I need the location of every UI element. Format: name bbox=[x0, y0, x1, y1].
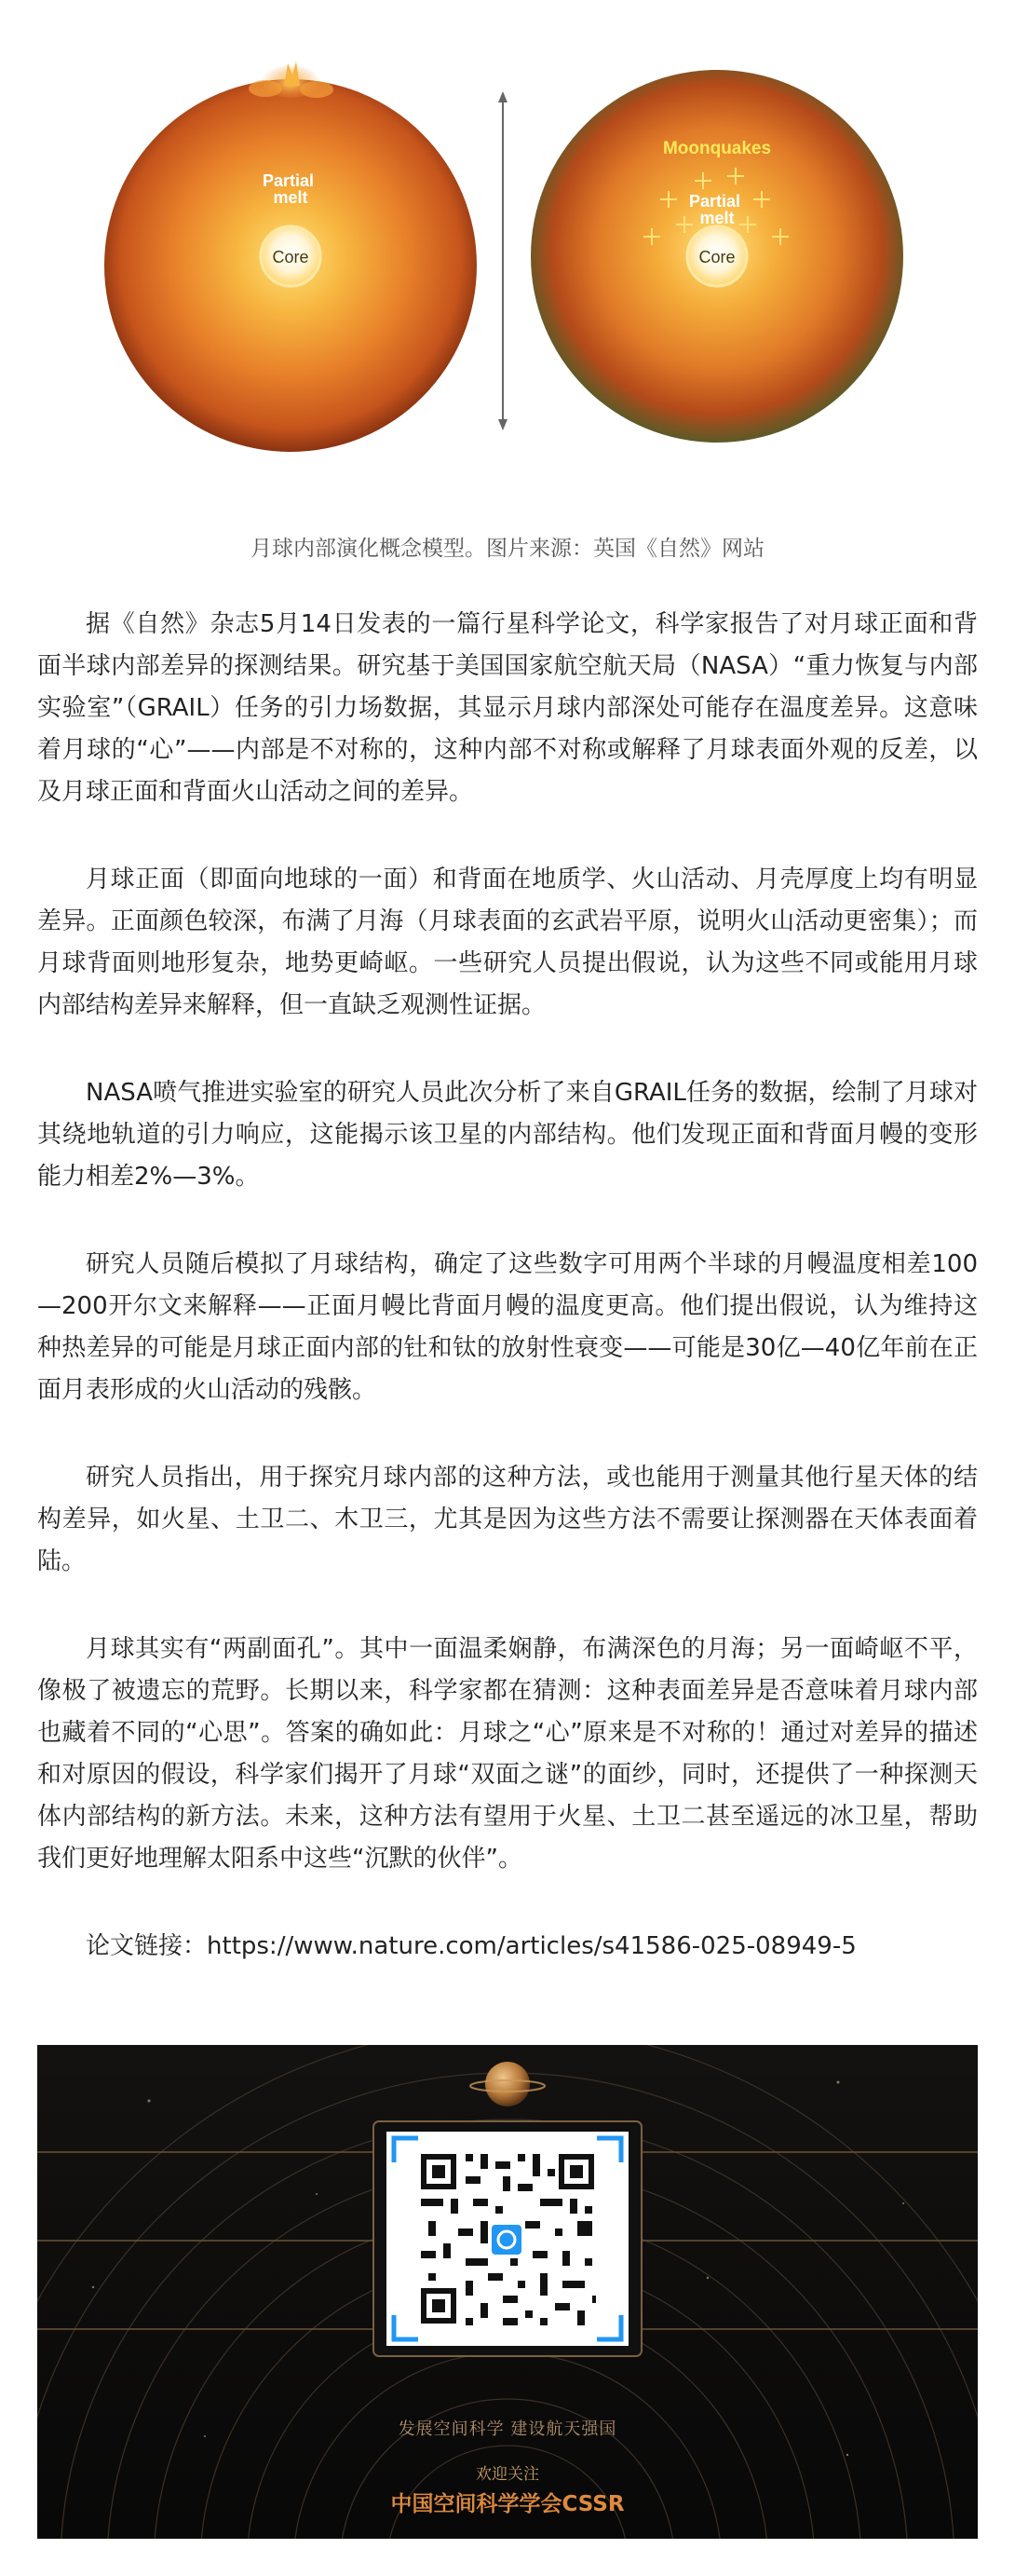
moonquakes-label: Moonquakes bbox=[662, 139, 772, 158]
figure-caption: 月球内部演化概念模型。图片来源：英国《自然》网站 bbox=[250, 537, 765, 561]
right-core-label: Core bbox=[698, 248, 736, 266]
right-partial-melt-label: Partial melt bbox=[688, 192, 741, 227]
promo-slogan: 发展空间科学 建设航天强国 bbox=[398, 2419, 617, 2439]
paragraph-5: 研究人员指出，用于探究月球内部的这种方法，或也能用于测量其他行星天体的结构差异，如火星、土卫二、木卫三，尤其是因为这些方法不需要让探测器在天体表面着陆。 bbox=[37, 1464, 978, 1575]
paragraph-2: 月球正面（即面向地球的一面）和背面在地质学、火山活动、月壳厚度上均有明显差异。正面颜色较深，布满了月海（月球表面的玄武岩平原，说明火山活动更密集）；而月球背面则地形复杂，地势更崎岖。一些研究人员提出假说，认为这些不同或能用月球内部结构差异来解释，但一直缺乏观测性证据。 bbox=[37, 865, 978, 1019]
left-partial-melt-label: Partial melt bbox=[262, 171, 315, 207]
moon-interior-figure bbox=[0, 0, 1015, 503]
paragraph-4: 研究人员随后模拟了月球结构，确定了这些数字可用两个半球的月幔温度相差100—200开尔文来解释——正面月幔比背面月幔的温度更高。他们提出假说，认为维持这种热差异的可能是月球正面内部的钍和钛的放射性衰变——可能是30亿—40亿年前在正面月表形成的火山活动的残骸。 bbox=[37, 1250, 978, 1404]
paper-link-label: 论文链接： bbox=[86, 1932, 208, 1960]
qr-code-card bbox=[373, 2121, 642, 2356]
paragraph-3: NASA喷气推进实验室的研究人员此次分析了来自GRAIL任务的数据，绘制了月球对其绕地轨道的引力响应，这能揭示该卫星的内部结构。他们发现正面和背面月幔的变形能力相差2%—3%。 bbox=[37, 1079, 978, 1191]
left-moon-sphere bbox=[104, 61, 477, 452]
paragraph-1: 据《自然》杂志5月14日发表的一篇行星科学论文，科学家报告了对月球正面和背面半球内部差异的探测结果。研究基于美国国家航空航天局（NASA）“重力恢复与内部实验室”（GRAIL）任务的引力场数据，其显示月球内部深处可能存在温度差异。这意味着月球的“心”——内部是不对称的，这种内部不对称或解释了月球表面外观的反差，以及月球正面和背面火山活动之间的差异。 bbox=[37, 610, 978, 806]
left-core-label: Core bbox=[272, 248, 309, 266]
article-body bbox=[37, 604, 978, 1968]
double-arrow-divider bbox=[498, 91, 508, 430]
promo-banner bbox=[37, 2045, 978, 2539]
paper-link-paragraph bbox=[37, 1926, 978, 1968]
paper-link-url[interactable]: https://www.nature.com/articles/s41586-025-08949-5 bbox=[207, 1932, 857, 1960]
right-moon-sphere bbox=[531, 70, 903, 443]
qr-center-logo bbox=[492, 2225, 521, 2255]
promo-follow-text: 欢迎关注 bbox=[476, 2465, 539, 2484]
paragraph-6: 月球其实有“两副面孔”。其中一面温柔娴静，布满深色的月海；另一面崎岖不平，像极了被遗忘的荒野。长期以来，科学家都在猜测：这种表面差异是否意味着月球内部也藏着不同的“心思”。答案的确如此：月球之“心”原来是不对称的！通过对差异的描述和对原因的假设，科学家们揭开了月球“双面之谜”的面纱，同时，还提供了一种探测天体内部结构的新方法。未来，这种方法有望用于火星、土卫二甚至遥远的冰卫星，帮助我们更好地理解太阳系中这些“沉默的伙伴”。 bbox=[37, 1635, 978, 1873]
promo-org-name: 中国空间科学学会CSSR bbox=[390, 2492, 625, 2516]
